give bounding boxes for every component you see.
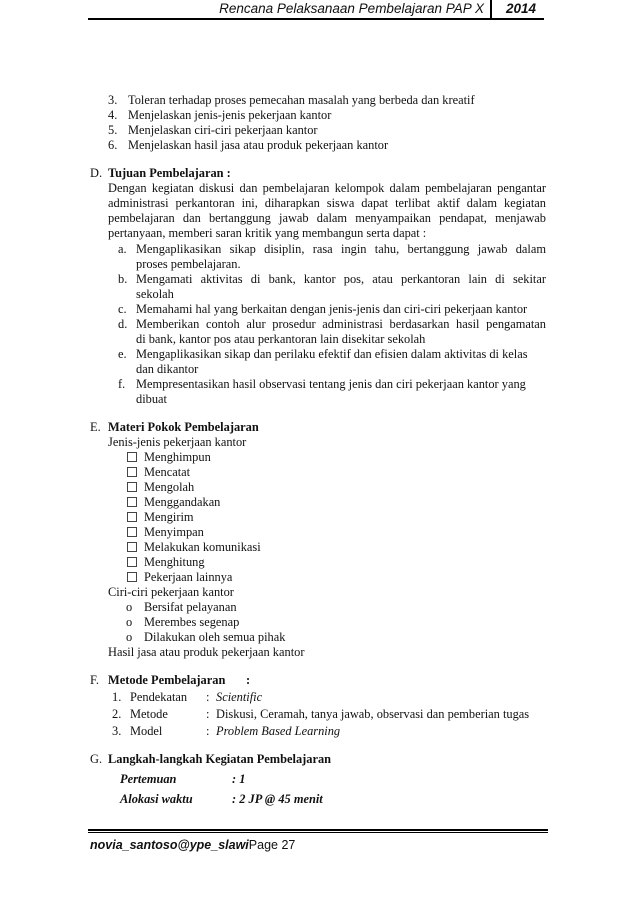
footer-page-number: Page 27 [248,838,296,852]
sublist-label: Hasil jasa atau produk pekerjaan kantor [108,645,305,659]
list-item-cont: proses pembelajaran. [136,257,241,271]
list-letter: e. [118,347,127,361]
list-item: Menggandakan [144,495,221,509]
circle-bullet: o [126,615,133,629]
list-item-cont: dan dikantor [136,362,199,376]
paragraph-line: pertanyaan, memberi saran kritik yang membangun serta dapat : [108,226,427,240]
list-item: Mengirim [144,510,194,524]
list-item: Dilakukan oleh semua pihak [144,630,286,644]
list-letter: c. [118,302,127,316]
section-title: Metode Pembelajaran [108,673,226,687]
alokasi-label: Alokasi waktu [120,792,193,806]
list-item: Menjelaskan ciri-ciri pekerjaan kantor [128,123,318,137]
header-rule [88,18,544,20]
row-separator: : [206,690,210,704]
list-letter: f. [118,377,126,391]
header-year: 2014 [505,1,536,16]
sublist-label: Ciri-ciri pekerjaan kantor [108,585,234,599]
section-title: Tujuan Pembelajaran : [108,166,231,180]
row-value: Diskusi, Ceramah, tanya jawab, observasi dan pemberian tugas [216,707,530,721]
list-item: Mempresentasikan hasil observasi tentang jenis dan ciri pekerjaan kantor yang [136,377,526,391]
row-separator: : [206,707,210,721]
paragraph-line: administrasi perkantoran ini, diharapkan siswa dapat terlibat aktif dalam kegiatan [108,196,546,210]
list-number: 5. [108,123,118,137]
row-separator: : [206,724,210,738]
paragraph-line: pembelajaran dan bertanggung jawab dalam menyampaikan pendapat, menjawab [108,211,546,225]
header-separator [490,0,492,18]
row-label: Model [130,724,163,738]
list-letter: d. [118,317,128,331]
list-item: Mengamati aktivitas di bank, kantor pos, atau perkantoran lain di sekitar [136,272,546,286]
checkbox-bullet-icon [127,527,137,537]
list-item: Memahami hal yang berkaitan dengan jenis-jenis dan ciri-ciri pekerjaan kantor [136,302,528,316]
list-item: Bersifat pelayanan [144,600,237,614]
checkbox-bullet-icon [127,557,137,567]
header-title: Rencana Pelaksanaan Pembelajaran PAP X [219,1,484,16]
list-item-cont: dibuat [136,392,167,406]
section-title: Materi Pokok Pembelajaran [108,420,259,434]
pertemuan-label: Pertemuan [120,772,177,786]
checkbox-bullet-icon [127,452,137,462]
footer-rule-thin [88,832,548,833]
pertemuan-value: : 1 [232,772,246,786]
row-label: Pendekatan [130,690,188,704]
footer-email: novia_santoso@ype_slawi [90,838,249,852]
sublist-label: Jenis-jenis pekerjaan kantor [108,435,247,449]
section-title-colon: : [246,673,251,687]
list-number: 6. [108,138,118,152]
paragraph-line: Dengan kegiatan diskusi dan pembelajaran kelompok dalam pembelajaran pengantar [108,181,546,195]
list-item: Menghitung [144,555,205,569]
checkbox-bullet-icon [127,542,137,552]
row-number: 1. [112,690,122,704]
checkbox-bullet-icon [127,572,137,582]
list-item: Menghimpun [144,450,211,464]
circle-bullet: o [126,600,133,614]
circle-bullet: o [126,630,133,644]
footer-rule-thick [88,829,548,831]
list-item: Mengolah [144,480,195,494]
row-value: Scientific [216,690,263,704]
section-letter: D. [90,166,103,180]
list-item: Memberikan contoh alur prosedur administrasi berdasarkan hasil pengamatan [136,317,546,331]
list-item-cont: sekolah [136,287,174,301]
checkbox-bullet-icon [127,482,137,492]
section-title: Langkah-langkah Kegiatan Pembelajaran [108,752,332,766]
list-item: Mengaplikasikan sikap disiplin, rasa ingin tahu, bertanggung jawab dalam [136,242,546,256]
list-item: Pekerjaan lainnya [144,570,233,584]
list-letter: b. [118,272,128,286]
list-number: 3. [108,93,118,107]
row-label: Metode [130,707,168,721]
row-number: 2. [112,707,122,721]
page-footer [90,838,295,852]
list-number: 4. [108,108,118,122]
checkbox-bullet-icon [127,512,137,522]
section-letter: F. [90,673,99,687]
section-letter: G. [90,752,103,766]
page-header [88,0,544,20]
list-letter: a. [118,242,127,256]
list-item: Menyimpan [144,525,204,539]
alokasi-value: : 2 JP @ 45 menit [232,792,323,806]
row-value: Problem Based Learning [216,724,341,738]
list-item: Toleran terhadap proses pemecahan masalah yang berbeda dan kreatif [128,93,475,107]
list-item: Menjelaskan hasil jasa atau produk pekerjaan kantor [128,138,389,152]
list-item: Mengaplikasikan sikap dan perilaku efektif dan efisien dalam aktivitas di kelas [136,347,528,361]
list-item: Melakukan komunikasi [144,540,261,554]
list-item: Mencatat [144,465,191,479]
checkbox-bullet-icon [127,467,137,477]
list-item: Merembes segenap [144,615,240,629]
list-item-cont: di bank, kantor pos atau perkantoran lain disekitar sekolah [136,332,426,346]
list-item: Menjelaskan jenis-jenis pekerjaan kantor [128,108,332,122]
checkbox-bullet-icon [127,497,137,507]
section-letter: E. [90,420,101,434]
row-number: 3. [112,724,122,738]
